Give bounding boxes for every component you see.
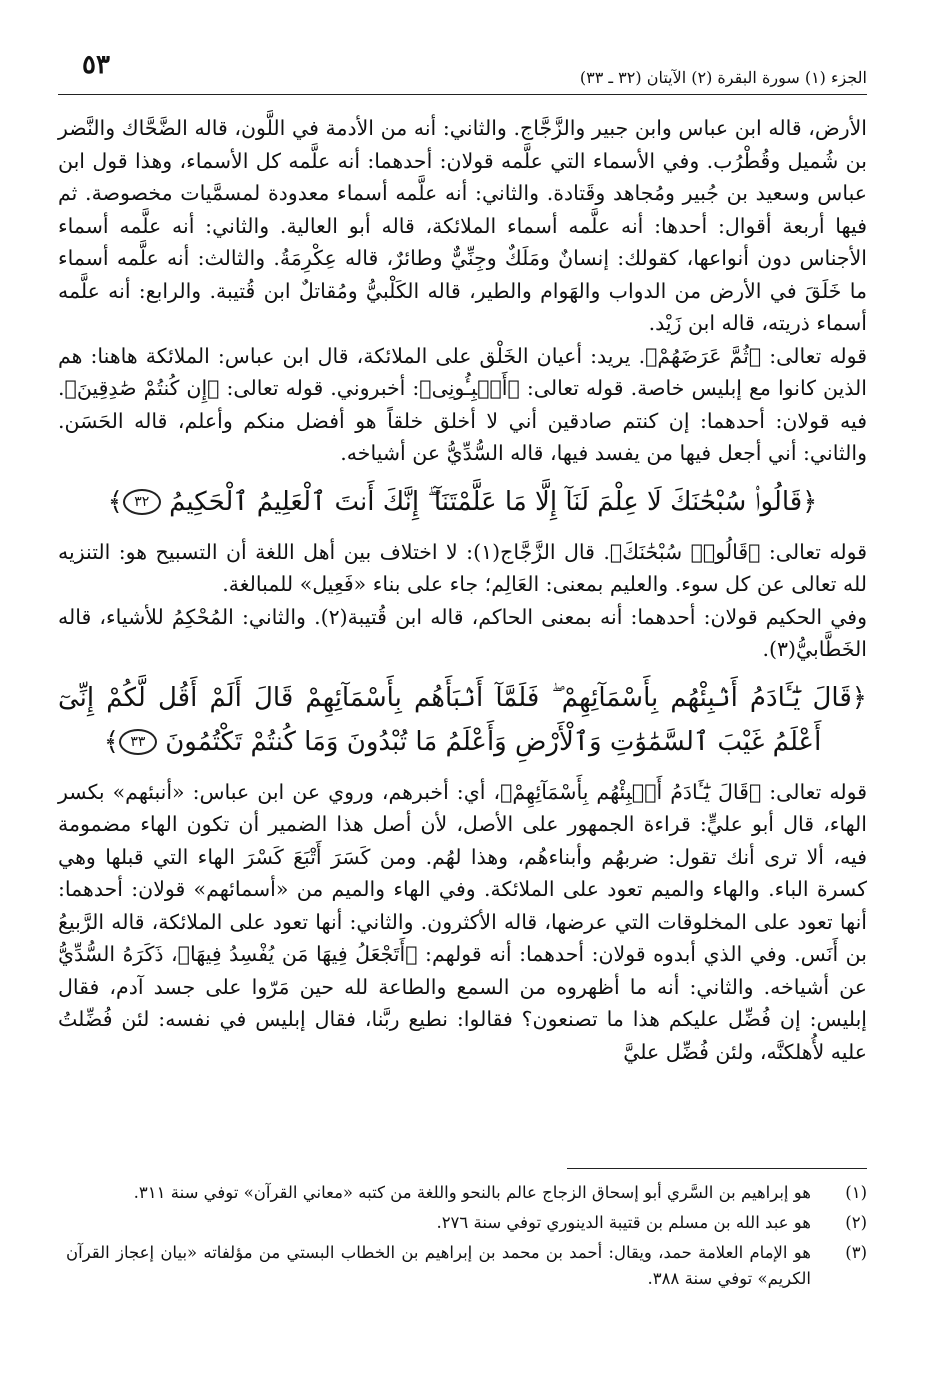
quran-verse-32 (58, 480, 867, 524)
verse-number-marker: ٣٢ (123, 489, 161, 515)
main-text (58, 112, 867, 1068)
footnote-separator (567, 1168, 867, 1169)
page-number: ٥٣ (82, 50, 110, 80)
running-head: الجزء (١) سورة البقرة (٢) الآيتان (٣٢ ـ ٣٣) (579, 68, 867, 87)
footnote-text: هو إبراهيم بن السَّري أبو إسحاق الزجاج عالم بالنحو واللغة من كتبه «معاني القرآن» توفي سنة ٣١١. (133, 1183, 811, 1202)
footnote (66, 1180, 867, 1206)
footnote-text: هو عبد الله بن مسلم بن قتيبة الدينوري توفي سنة ٢٧٦. (436, 1213, 811, 1232)
verse-text: ﴿قَالُوا۟ سُبْحَٰنَكَ لَا عِلْمَ لَنَآ إِلَّا مَا عَلَّمْتَنَآ ۖ إِنَّكَ أَنتَ ٱلْعَلِيمُ ٱلْحَكِيمُ (169, 486, 818, 517)
footnote-number: (٣) (845, 1243, 867, 1262)
verse-number-marker: ٣٣ (119, 729, 157, 755)
footnote (66, 1240, 867, 1292)
footnote-number: (١) (845, 1183, 867, 1202)
footnotes (66, 1180, 867, 1296)
footnote-text: هو الإمام العلامة حمد، ويقال: أحمد بن محمد بن إبراهيم بن الخطاب البستي من مؤلفاته «بيان إعجاز القرآن الكريم» توفي سنة ٣٨٨. (66, 1243, 811, 1288)
paragraph: وفي الحكيم قولان: أحدهما: أنه بمعنى الحاكم، قاله ابن قُتيبة(٢). والثاني: المُحْكِمُ للأشياء، قاله الخَطَّابيُّ(٣). (58, 604, 867, 661)
page-header (58, 46, 867, 95)
verse-close-bracket-icon: ﴾ (107, 486, 123, 517)
quran-verse-33 (58, 676, 867, 764)
footnote-number: (٢) (845, 1213, 867, 1232)
footnote (66, 1210, 867, 1236)
verse-text: ﴿قَالَ يَٰٓـَٔادَمُ أَنۢبِئْهُم بِأَسْمَآئِهِمْ ۖ فَلَمَّآ أَنۢبَأَهُم بِأَسْمَآئِهِمْ قَالَ أَلَمْ أَقُل لَّكُمْ إِنِّىٓ أَعْلَمُ غَيْبَ ٱلسَّمَٰوَٰتِ وَٱلْأَرْضِ وَأَعْلَمُ مَا تُبْدُونَ وَمَا كُنتُمْ تَكْتُمُونَ (58, 682, 867, 757)
paragraph: الأرض، قاله ابن عباس وابن جبير والزَّجَّاج. والثاني: أنه من الأدمة في اللَّون، قاله الضَّحَّاك والنَّضر بن شُميل وقُطْرُب. وفي الأسماء التي علَّمه قولان: أحدهما: أنه علَّمه كل الأسماء، وهذا قول ابن عباس وسعيد بن جُبير ومُجاهد وقَتادة. والثاني: أنه علَّمه أسماء معدودة لمسمَّيات مخصوصة. ثم فيها أربعة أقوال: أحدها: أنه علَّمه أسماء الملائكة، قاله أبو العالية. والثاني: أنه علَّمه أسماء الأجناس دون أنواعها، كقولك: إنسانٌ ومَلَكٌ وجِنِّيٌّ وطائرٌ، قاله عِكْرِمَةُ. والثالث: أنه علَّمه أسماء ما خَلَقَ في الأرض من الدواب والهَوام والطير، قاله الكَلْبيُّ ومُقاتلٌ ابن قُتيبة. والرابع: أنه علَّمه أسماء ذريته، قاله ابن زَيْد. (58, 116, 867, 335)
paragraph: قوله تعالى: ﴿ثُمَّ عَرَضَهُمْ﴾. يريد: أعيان الخَلْق على الملائكة، قال ابن عباس: الملائكة هاهنا: هم الذين كانوا مع إبليس خاصة. قوله تعالى: ﴿أَنۢبِـُٔونِى﴾: أخبروني. قوله تعالى: ﴿إِن كُنتُمْ صَٰدِقِينَ﴾. فيه قولان: أحدهما: إن كنتم صادقين أني لا أخلق خلقاً هو أفضل منكم وأعلم، قاله الحَسَن. والثاني: أني أجعل فيها من يفسد فيها، قاله السُّدِّيُّ عن أشياخه. (58, 343, 867, 465)
paragraph: قوله تعالى: ﴿قَالُوا۟ سُبْحَٰنَكَ﴾. قال الزَّجَّاج(١): لا اختلاف بين أهل اللغة أن التسبيح هو: التنزيه لله تعالى عن كل سوء. والعليم بمعنى: العَالِم؛ جاء على بناء «فَعِيل» للمبالغة. (58, 539, 867, 596)
paragraph: قوله تعالى: ﴿قَالَ يَٰٓـَٔادَمُ أَنۢبِئْهُم بِأَسْمَآئِهِمْ﴾، أي: أخبرهم، وروي عن ابن عباس: «أنبئهم» بكسر الهاء، قال أبو عليٍّ: قراءة الجمهور على الأصل، لأن أصل هذا الضمير أن تكون الهاء مضمومة فيه، ألا ترى أنك تقول: ضربهُم وأبناءهُم، وهذا لهُم. ومن كَسَرَ أَتْبَعَ كَسْرَ الهاء التي قبلها وهي كسرة الباء. والهاء والميم تعود على الملائكة. وفي الهاء والميم من «أسمائهم» قولان: أحدهما: أنها تعود على المخلوقات التي عرضها، قاله الأكثرون. والثاني: أنها تعود على الملائكة، قاله الرَّبيعُ بن أَنَس. وفي الذي أبدوه قولان: أحدهما: أنه قولهم: ﴿أَتَجْعَلُ فِيهَا مَن يُفْسِدُ فِيهَا﴾، ذَكَرَهُ السُّدِّيُّ عن أشياخه. والثاني: أنه ما أظهروه من السمع والطاعة لله حين مَرّوا على جسد آدم، فقال إبليس: إن فُضِّل عليكم هذا ما تصنعون؟ فقالوا: نطيع ربَّنا، فقال إبليس في نفسه: لئن فُضِّلتُ عليه لأُهلكنَّه، ولئن فُضِّل عليَّ (58, 779, 867, 1064)
verse-close-bracket-icon: ﴾ (103, 726, 119, 757)
